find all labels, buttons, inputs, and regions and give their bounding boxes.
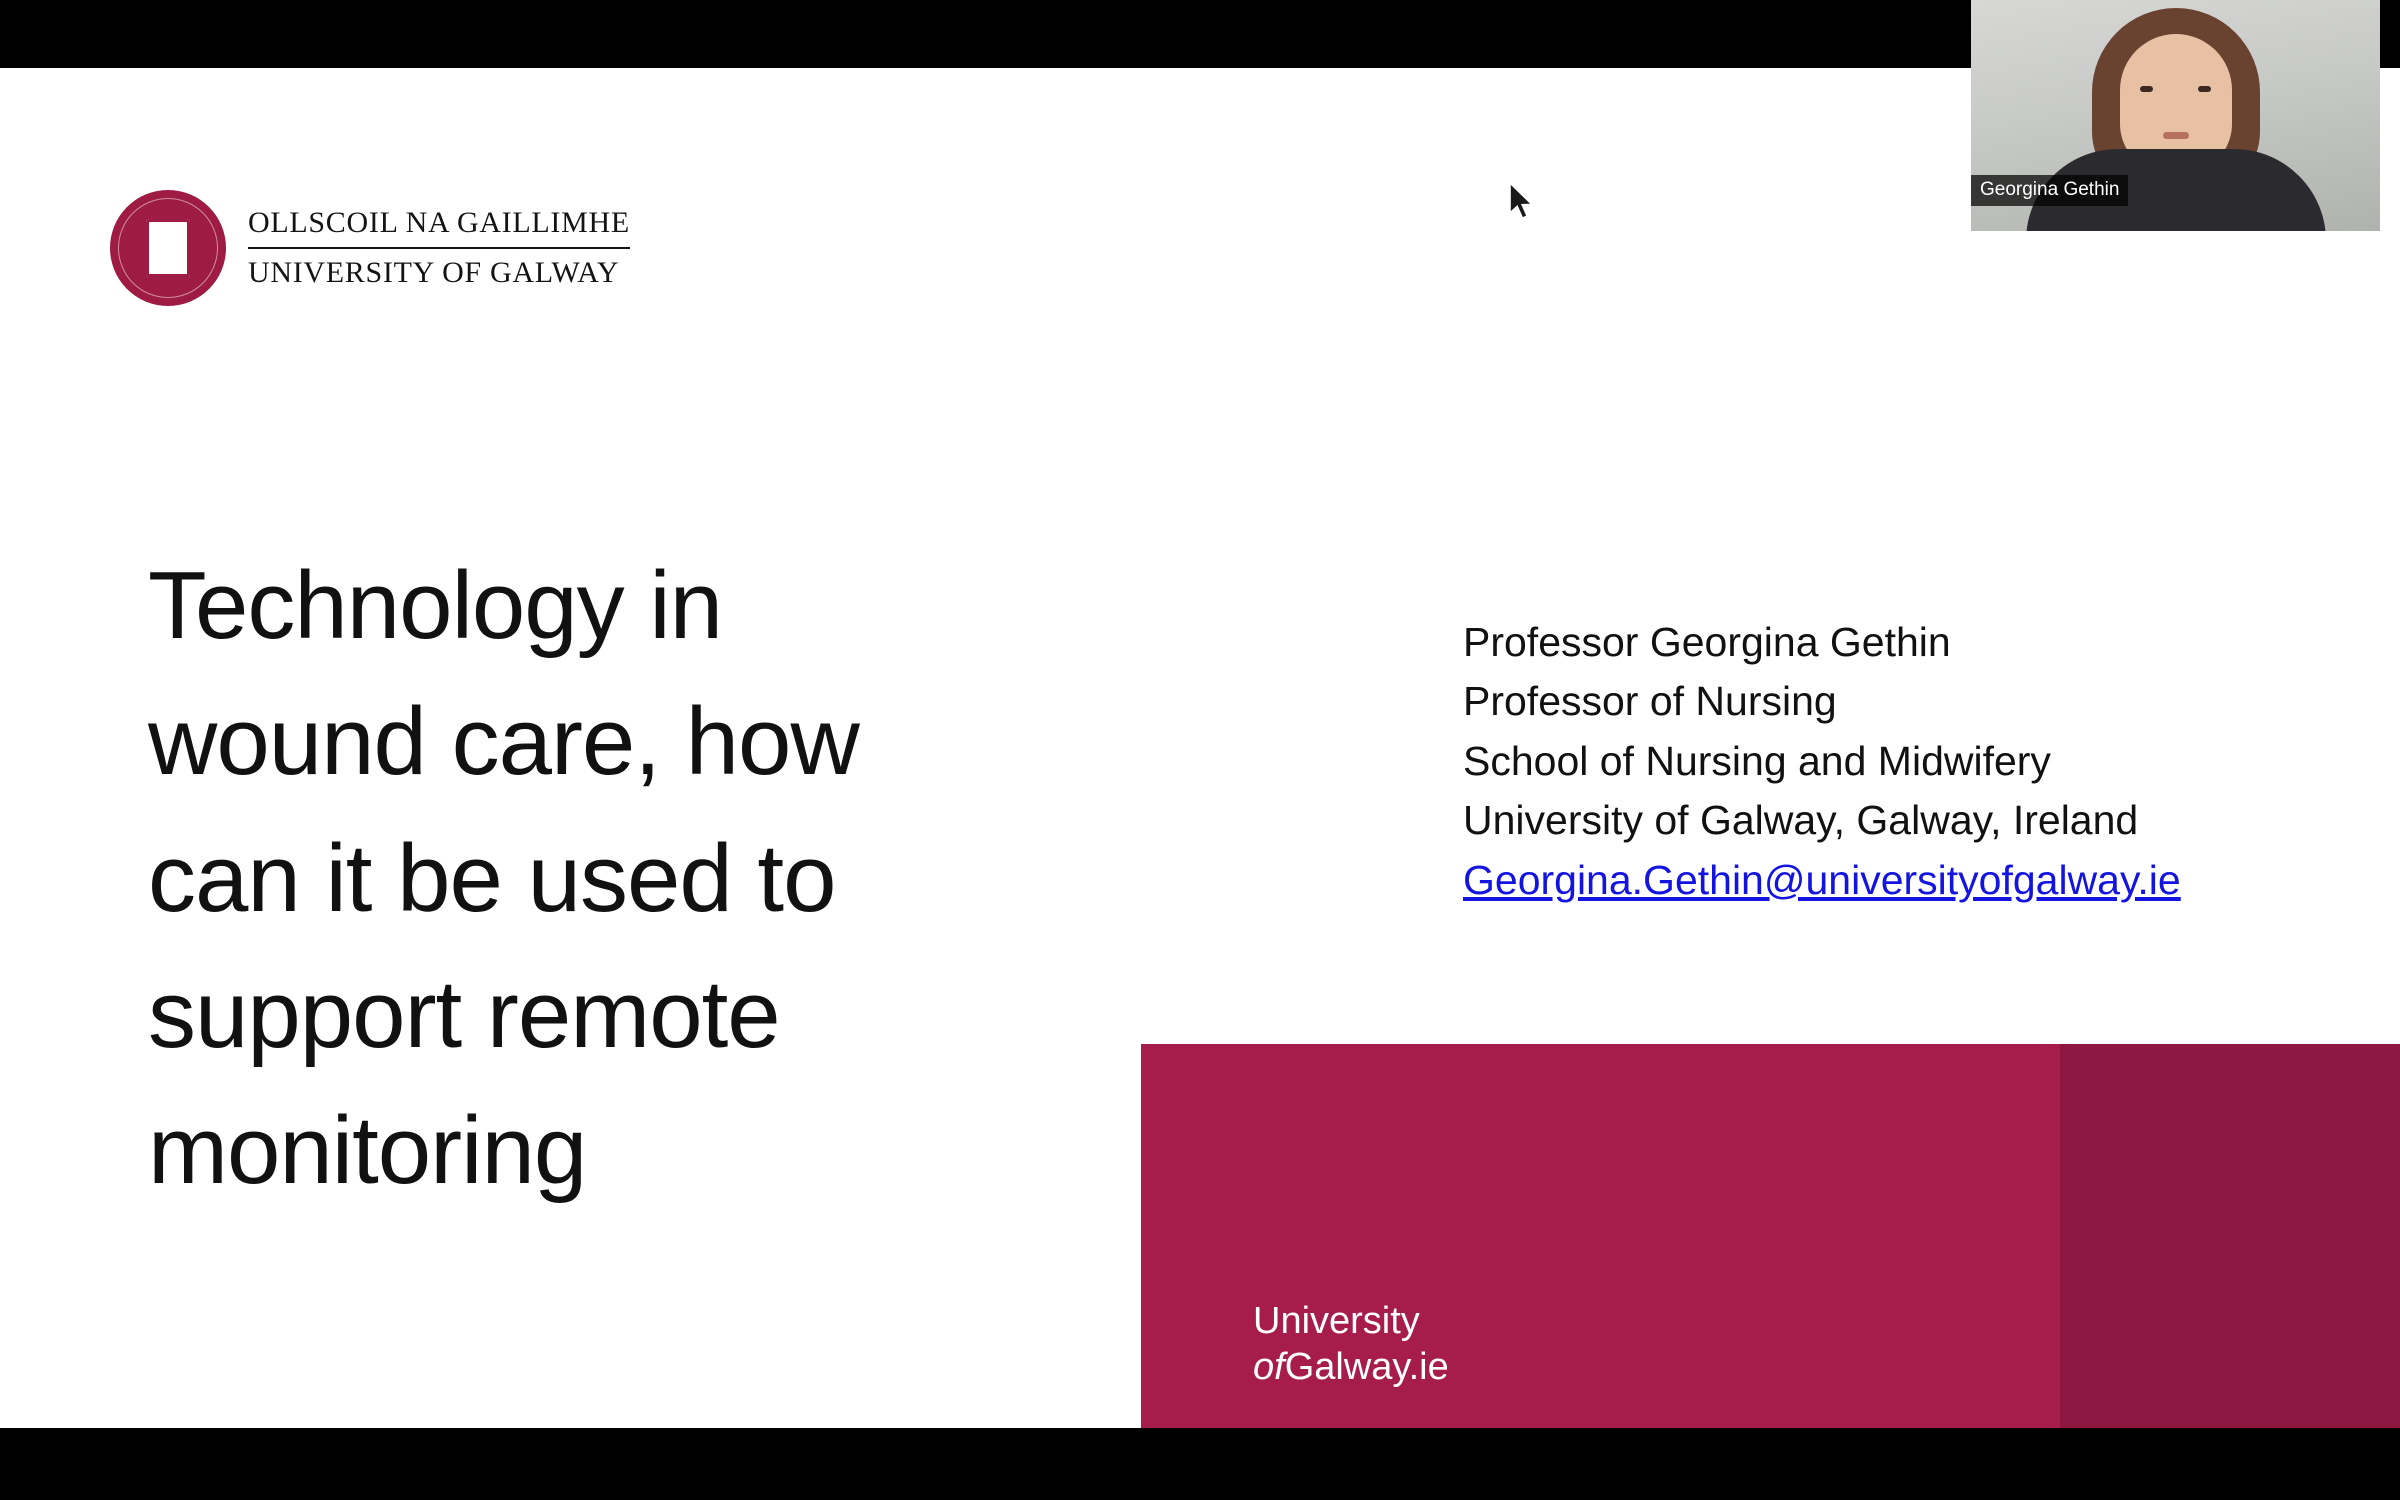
webcam-eye-right (2198, 86, 2211, 92)
footer-band-accent (2060, 1044, 2400, 1428)
presenter-name: Professor Georgina Gethin (1463, 619, 1951, 665)
presenter-role: Professor of Nursing (1463, 678, 1837, 725)
webcam-mouth (2163, 132, 2189, 139)
crest-ring (118, 198, 218, 298)
university-crest-icon (110, 190, 226, 306)
university-logo (110, 190, 630, 306)
presenter-institution: University of Galway, Galway, Ireland (1463, 797, 2139, 844)
footer-brand-line2 (1253, 1344, 1449, 1390)
presentation-slide (0, 68, 2400, 1428)
wordmark-english: UNIVERSITY OF GALWAY (248, 256, 620, 289)
webcam-participant-name: Georgina Gethin (1971, 175, 2128, 206)
slide-title: Technology in wound care, how can it be used to support remote monitoring (148, 552, 859, 1205)
university-wordmark (248, 208, 630, 288)
footer-brand-domain: Galway.ie (1284, 1346, 1449, 1389)
presenter-details (1463, 613, 2343, 910)
footer-brand-line1: University (1253, 1300, 1420, 1342)
letterbox-bottom (0, 1428, 2400, 1500)
webcam-video-tile[interactable] (1971, 0, 2380, 231)
footer-brand-text (1253, 1298, 1449, 1391)
presenter-email-link[interactable]: Georgina.Gethin@universityofgalway.ie (1463, 856, 2181, 903)
presenter-school: School of Nursing and Midwifery (1463, 737, 2051, 784)
webcam-eye-left (2140, 86, 2153, 92)
wordmark-irish: OLLSCOIL NA GAILLIMHE (248, 208, 630, 249)
footer-brand-of: of (1253, 1346, 1285, 1389)
